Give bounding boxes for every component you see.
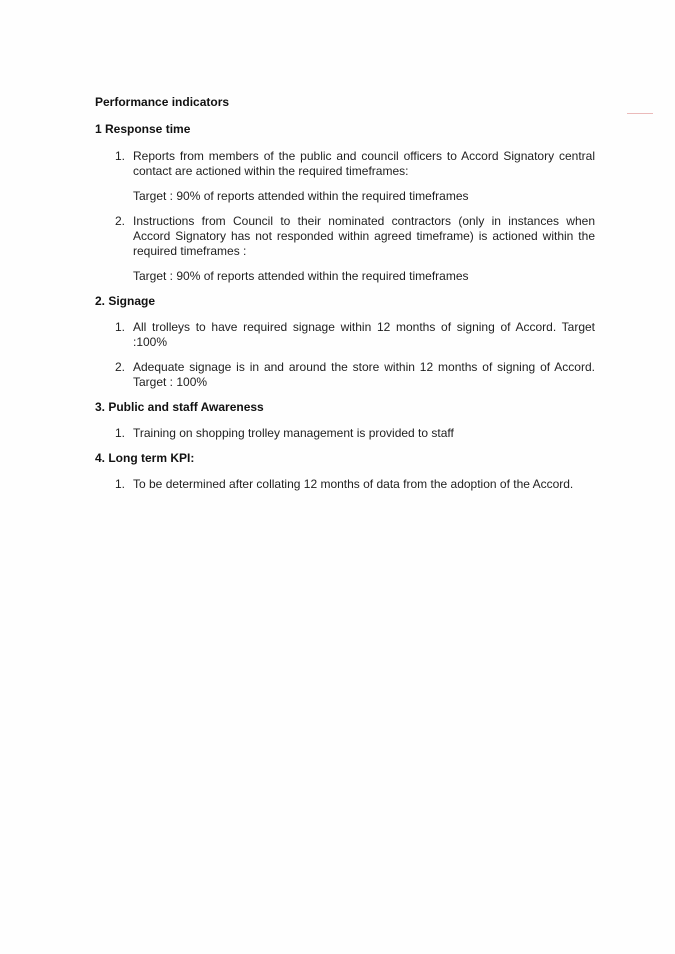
list-number: 2. [115, 214, 126, 228]
list-number: 1. [115, 149, 126, 163]
section-heading-signage: 2. Signage [95, 294, 156, 308]
response-time-item-1 [115, 149, 595, 204]
list-item-text: Training on shopping trolley management is provided to staff [133, 426, 454, 440]
signage-section [95, 294, 595, 390]
scan-mark [627, 113, 653, 114]
awareness-item-1 [115, 426, 595, 441]
list-item-text: Instructions from Council to their nominated contractors (only in instances when Accord Signatory has not responded within agreed timeframe) is actioned within the required timeframes : [133, 214, 595, 258]
list-item-text: All trolleys to have required signage within 12 months of signing of Accord. Target :100% [133, 320, 595, 349]
list-item-text: Adequate signage is in and around the store within 12 months of signing of Accord. Target : 100% [133, 360, 595, 389]
target-text: Target : 90% of reports attended within the required timeframes [133, 189, 469, 203]
list-number: 1. [115, 477, 126, 491]
long-term-kpi-item-1 [115, 477, 595, 492]
document-content [95, 95, 595, 502]
list-number: 1. [115, 320, 126, 334]
public-staff-awareness-section [95, 400, 595, 441]
section-heading-public-staff-awareness: 3. Public and staff Awareness [95, 400, 264, 414]
long-term-kpi-section [95, 451, 595, 492]
list-item-text: To be determined after collating 12 months of data from the adoption of the Accord. [133, 477, 574, 491]
section-heading-long-term-kpi: 4. Long term KPI: [95, 451, 195, 465]
response-time-item-2 [115, 214, 595, 284]
signage-item-1 [115, 320, 595, 350]
list-number: 1. [115, 426, 126, 440]
document-title: Performance indicators [95, 95, 230, 109]
list-item-text: Reports from members of the public and council officers to Accord Signatory central contact are actioned within the required timeframes: [133, 149, 595, 178]
list-number: 2. [115, 360, 126, 374]
target-text: Target : 90% of reports attended within the required timeframes [133, 269, 469, 283]
section-heading-response-time: 1 Response time [95, 122, 191, 136]
response-time-section [95, 122, 595, 284]
signage-item-2 [115, 360, 595, 390]
